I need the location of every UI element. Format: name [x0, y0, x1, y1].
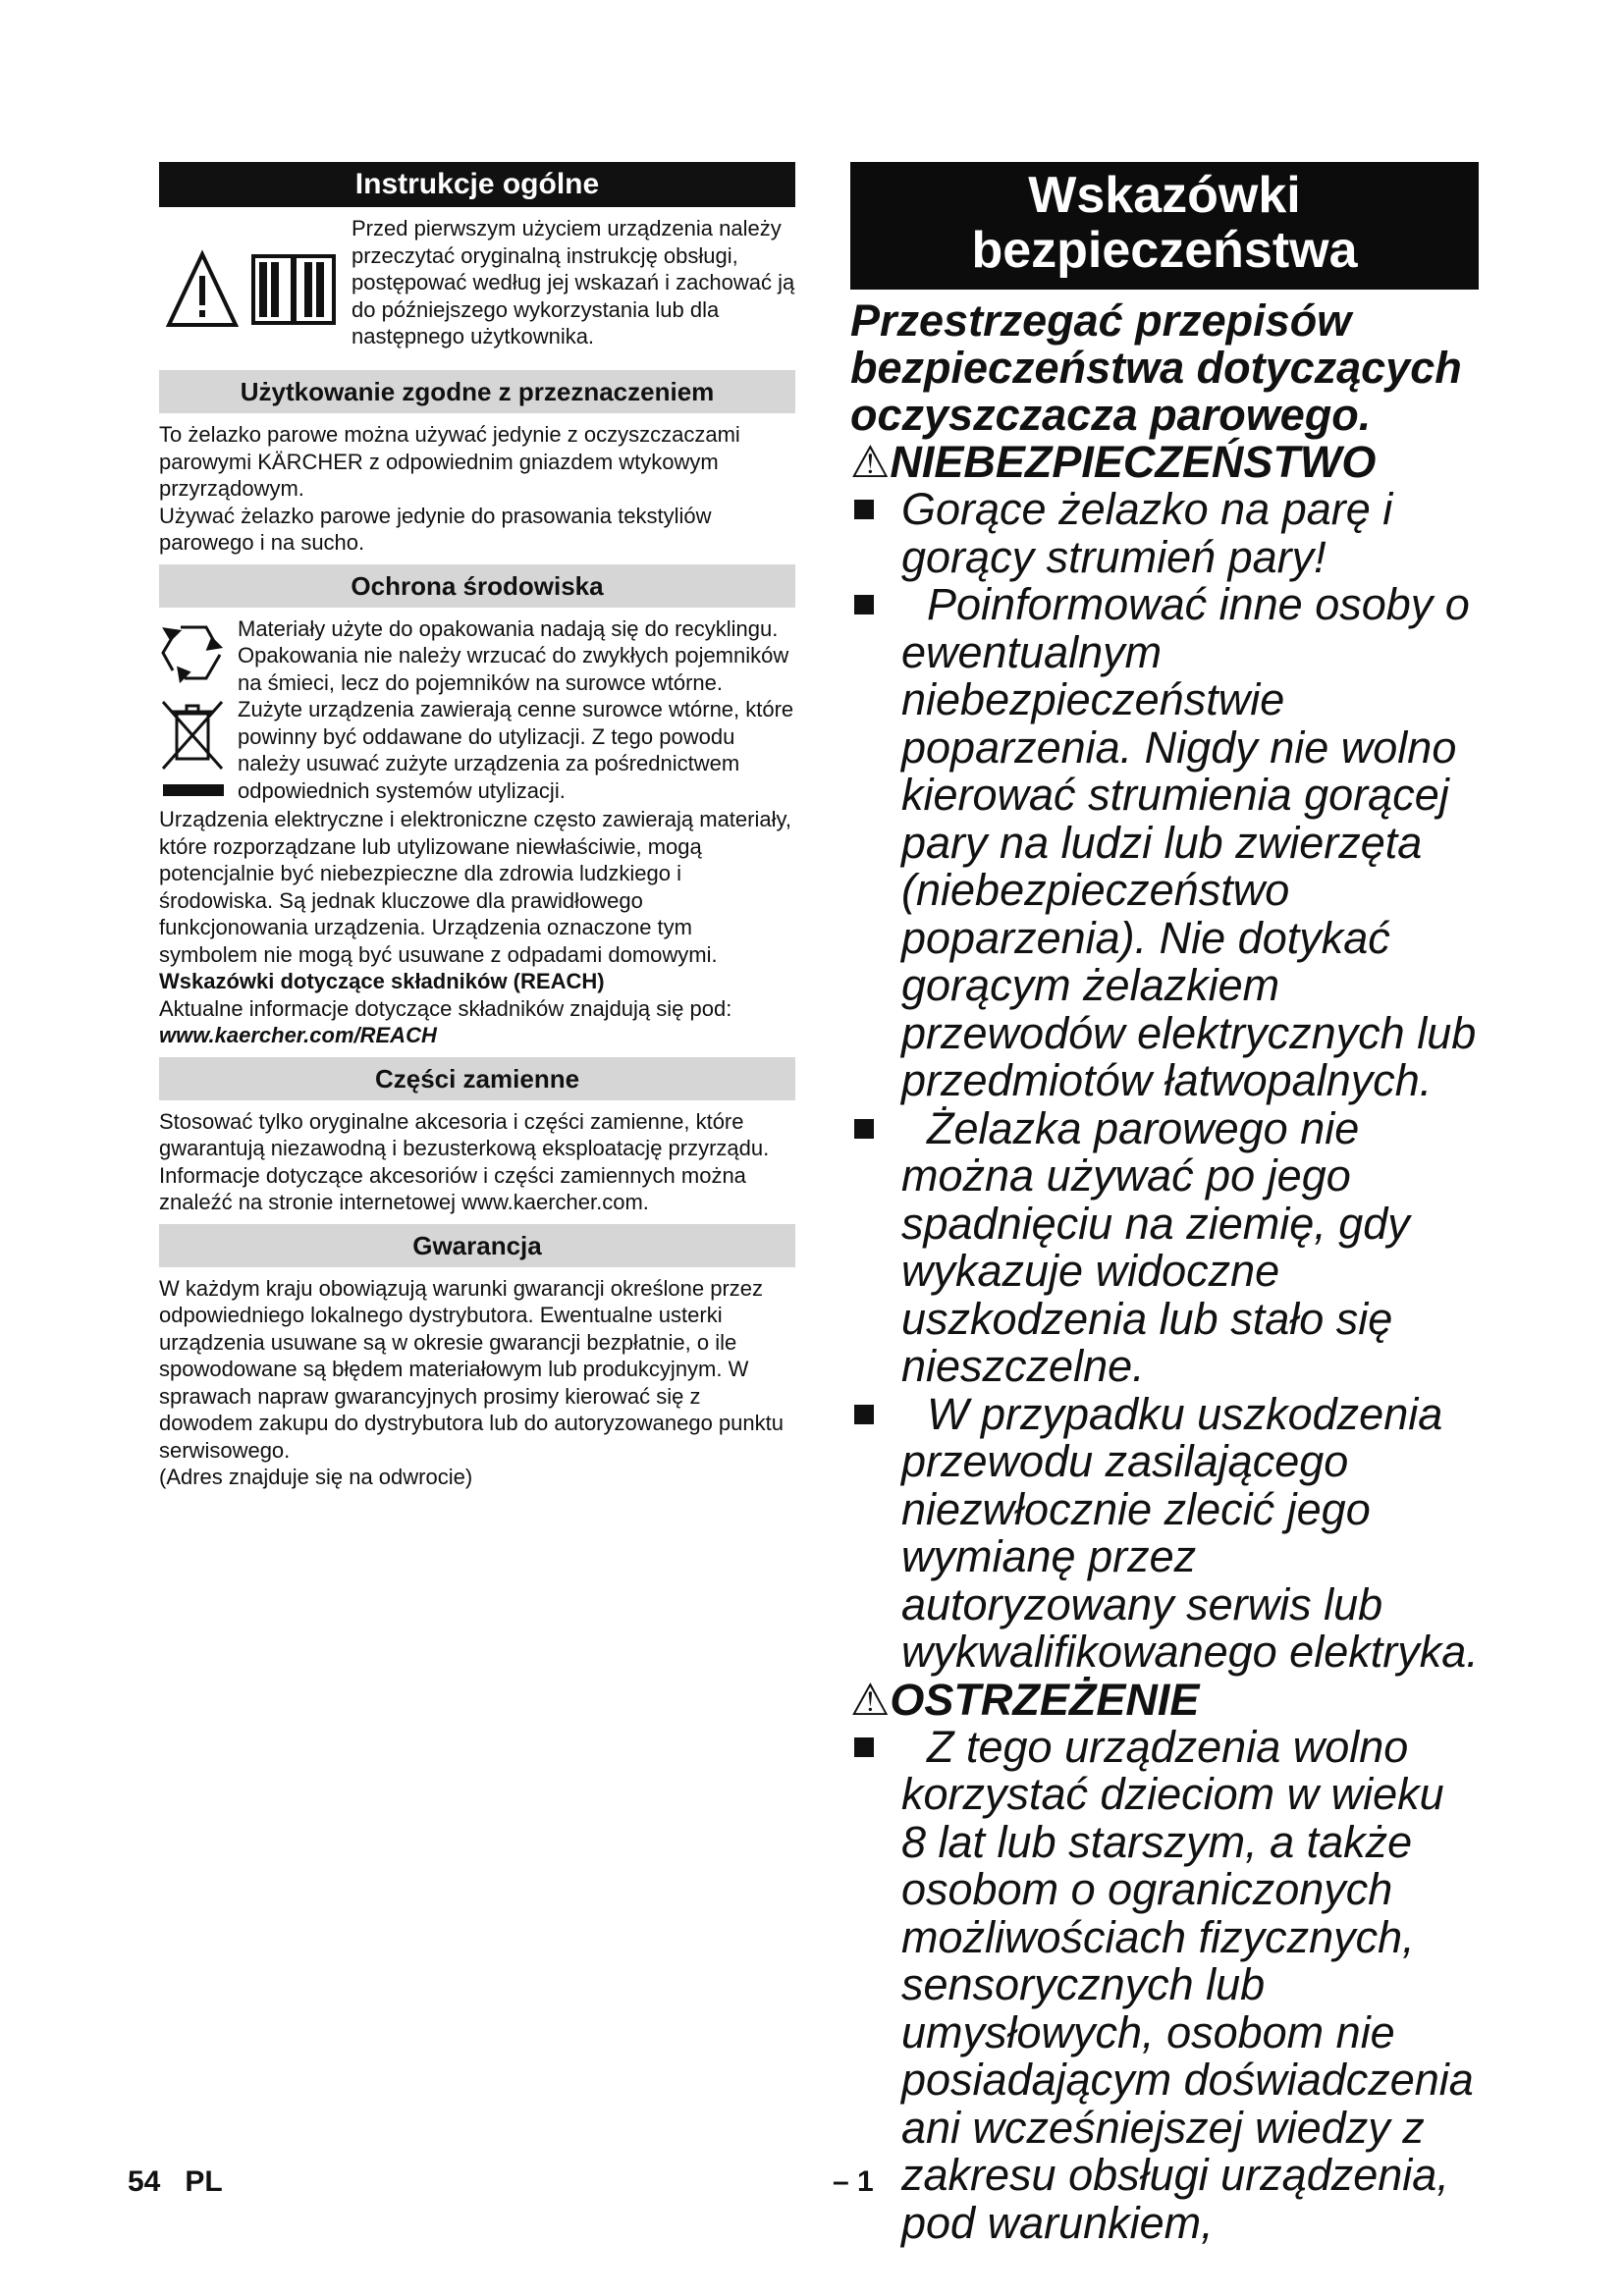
ochrona-body [159, 615, 795, 1049]
section-header-czesci: Części zamienne [159, 1057, 795, 1100]
section-header-instrukcje: Instrukcje ogólne [159, 162, 795, 207]
ochrona-p1: Materiały użyte do opakowania nadają się do recyklingu. Opakowania nie należy wrzucać do zwykłych pojemników na śmieci, lecz do pojemników na surowce wtórne. [238, 615, 789, 695]
intro-block [159, 215, 795, 362]
danger-item-text: W przypadku uszkodzenia przewodu zasilającego niezwłocznie zlecić jego wymianę przez autoryzowany serwis lub wykwalifikowanego elektryka. [901, 1388, 1479, 1677]
ochrona-p2: Zużyte urządzenia zawierają cenne surowce wtórne, które powinny być oddawane do utylizacji. Z tego powodu należy usuwać zużyte urządzenia za pośrednictwem odpowiednich systemów utylizacji. [238, 697, 794, 803]
gwarancja-p2: (Adres znajduje się na odwrocie) [159, 1465, 473, 1489]
intro-text: Przed pierwszym użyciem urządzenia należy przeczytać oryginalną instrukcję obsługi, postępować według jej wskazań i zachować ją do późniejszego wykorzystania lub dla następnego użytkownika. [352, 216, 795, 348]
uzytkowanie-p2: Używać żelazko parowe jedynie do prasowania tekstyliów parowego i na sucho. [159, 503, 712, 555]
safety-title: Przestrzegać przepisów bezpieczeństwa dotyczących oczyszczacza parowego. [850, 295, 1462, 440]
czesci-p1: Stosować tylko oryginalne akcesoria i części zamienne, które gwarantują niezawodną i bezusterkową eksploatację przyrządu. [159, 1108, 770, 1160]
warning-item-text: Z tego urządzenia wolno korzystać dzieciom w wieku 8 lat lub starszym, a także osobom o ograniczonych możliwościach fizycznych, sensorycznych lub umysłowych, osobom nie posiadającym doświadczenia ani wcześniejszej wiedzy z zakresu obsługi urządzenia, pod warunkiem, [901, 1721, 1474, 2248]
danger-item [850, 486, 1479, 581]
reach-url[interactable]: www.kaercher.com/REACH [159, 1023, 437, 1047]
section-header-ochrona: Ochrona środowiska [159, 564, 795, 608]
uzytkowanie-p1: To żelazko parowe można używać jedynie z oczyszczaczami parowymi KÄRCHER z odpowiednim gniazdem wtykowym przyrządowym. [159, 422, 740, 501]
intro-icons [159, 215, 352, 362]
left-column [159, 162, 795, 1491]
crossed-bin-icon [159, 698, 228, 806]
gwarancja-p1: W każdym kraju obowiązują warunki gwarancji określone przez odpowiedniego lokalnego dystrybutora. Ewentualne usterki urządzenia usuwane są w okresie gwarancji bezpłatnie, o ile spowodowane są błędem materiałowym lub produkcyjnym. W sprawach napraw gwarancyjnych prosimy kierować się z dowodem zakupu do dystrybutora lub do autoryzowanego punktu serwisowego. [159, 1275, 784, 1463]
safety-header [850, 162, 1479, 290]
danger-item [850, 1388, 1479, 1677]
danger-item-text: Poinformować inne osoby o ewentualnym niebezpieczeństwie poparzenia. Nigdy nie wolno kierować strumienia gorącej pary na ludzi lub zwierzęta (niebezpieczeństwo poparzenia). Nie dotykać gorącym żelazkiem przewodów elektrycznych lub przedmiotów łatwopalnych. [901, 579, 1477, 1105]
section-header-gwarancja: Gwarancja [159, 1224, 795, 1267]
manual-book-icon [249, 248, 338, 327]
recycling-icon [159, 617, 228, 686]
gwarancja-body [159, 1275, 795, 1491]
danger-item [850, 581, 1479, 1105]
danger-item-text: Gorące żelazko na parę i gorący strumień pary! [901, 484, 1393, 582]
warning-label: ⚠OSTRZEŻENIE [850, 1674, 1200, 1725]
ochrona-p3: Urządzenia elektryczne i elektroniczne często zawierają materiały, które rozporządzane lub utylizowane niewłaściwie, mogą potencjalnie być niebezpieczne dla zdrowia ludzkiego i środowiska. Są jednak kluczowe dla prawidłowego funkcjonowania urządzenia. Urządzenia oznaczone tym symbolem nie mogą być usuwane z odpadami domowymi. [159, 807, 791, 967]
bullet-square-icon [854, 1405, 874, 1424]
danger-item-text: Żelazka parowego nie można używać po jego spadnięciu na ziemię, gdy wykazuje widoczne uszkodzenia lub stało się nieszczelne. [901, 1102, 1410, 1391]
bullet-square-icon [854, 595, 874, 614]
page-number: 54 [128, 2165, 161, 2198]
czesci-body [159, 1108, 795, 1216]
bullet-square-icon [854, 1119, 874, 1139]
danger-label: ⚠NIEBEZPIECZEŃSTWO [850, 437, 1377, 487]
right-column [850, 162, 1479, 2247]
safety-header-line1: Wskazówki [1028, 167, 1301, 224]
uzytkowanie-body [159, 421, 795, 557]
reach-text: Aktualne informacje dotyczące składników znajdują się pod: [159, 995, 732, 1021]
page-footer-left [128, 2165, 223, 2199]
bullet-square-icon [854, 500, 874, 519]
reach-title: Wskazówki dotyczące składników (REACH) [159, 969, 605, 993]
language-code: PL [185, 2165, 223, 2198]
section-header-uzytkowanie: Użytkowanie zgodne z przeznaczeniem [159, 370, 795, 413]
danger-item [850, 1102, 1479, 1391]
safety-header-line2: bezpieczeństwa [971, 222, 1358, 279]
warning-item [850, 1721, 1479, 2248]
bullet-square-icon [854, 1737, 874, 1757]
page-footer-center: – 1 [833, 2165, 874, 2198]
czesci-p2: Informacje dotyczące akcesoriów i części zamiennych można znaleźć na stronie internetowej www.kaercher.com. [159, 1162, 746, 1214]
